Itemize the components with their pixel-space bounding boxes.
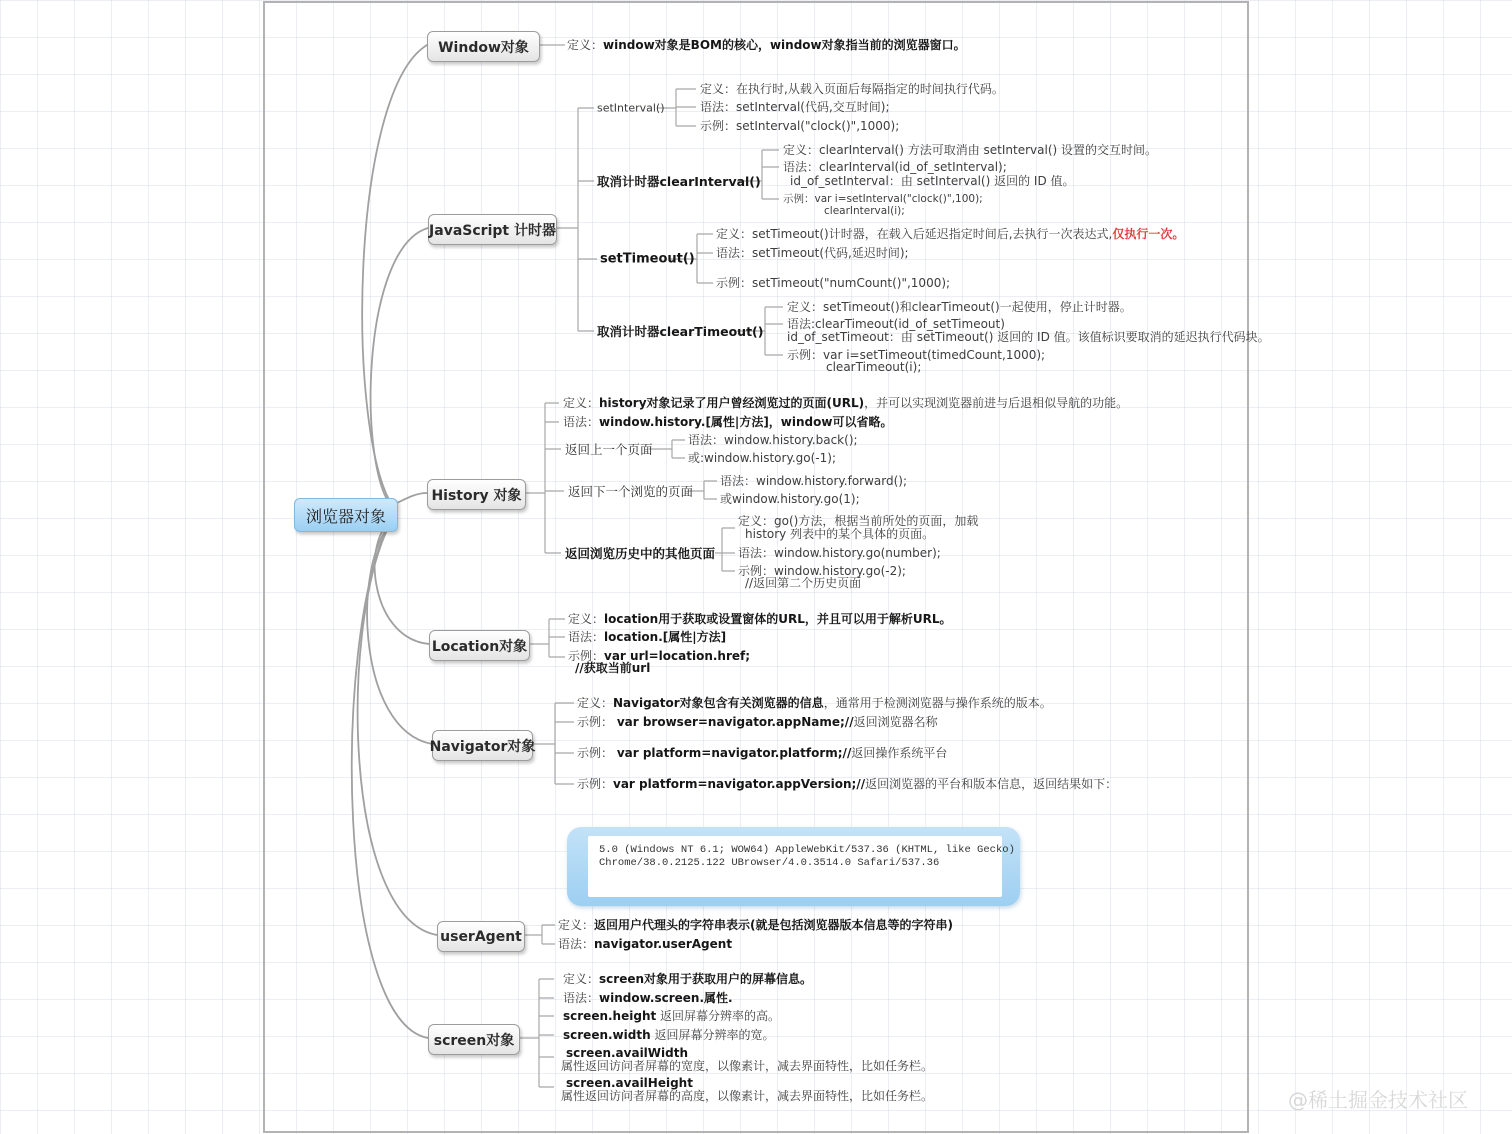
node-window[interactable] xyxy=(427,31,540,62)
screen-availwidth-desc: 属性返回访问者屏幕的宽度，以像素计，减去界面特性，比如任务栏。 xyxy=(561,1059,934,1073)
screen-availwidth-label: screen.availWidth xyxy=(566,1046,689,1060)
navigator-example-appversion: 示例：var platform=navigator.appVersion;//返回浏览器的平台和版本信息，返回结果如下： xyxy=(577,777,1118,791)
clearinterval-example-line1: 示例：var i=setInterval("clock()",100); xyxy=(783,193,983,205)
screen-width: screen.width 返回屏幕分辨率的宽。 xyxy=(563,1028,775,1042)
node-useragent-label: userAgent xyxy=(440,928,522,945)
settimeout-definition: 定义：setTimeout()计时器，在载入后延迟指定时间后,去执行一次表达式,仅执行一次。 xyxy=(716,227,1185,241)
node-history[interactable] xyxy=(427,479,526,510)
settimeout-syntax: 语法：setTimeout(代码,延迟时间); xyxy=(716,246,909,260)
cleartimeout-definition: 定义：setTimeout()和clearTimeout()一起使用，停止计时器。 xyxy=(787,300,1132,314)
screen-syntax: 语法：window.screen.属性. xyxy=(563,991,733,1005)
location-example-line2: //获取当前url xyxy=(575,661,651,675)
cleartimeout-example-line2: clearTimeout(i); xyxy=(826,360,922,374)
cleartimeout-example-line1: 示例：var i=setTimeout(timedCount,1000); xyxy=(787,348,1046,362)
history-syntax: 语法：window.history.[属性|方法]，window可以省略。 xyxy=(563,415,893,429)
clearinterval-example-line2: clearInterval(i); xyxy=(824,205,905,217)
root-node-label: 浏览器对象 xyxy=(305,506,386,526)
node-js-timer[interactable] xyxy=(428,214,557,245)
node-screen-label: screen对象 xyxy=(433,1032,515,1049)
settimeout-example: 示例：setTimeout("numCount()",1000); xyxy=(716,276,951,290)
history-go-example: 示例：window.history.go(-2); xyxy=(738,564,906,578)
topic-settimeout[interactable]: setTimeout() xyxy=(600,251,695,267)
history-forward-alt: 或window.history.go(1); xyxy=(720,492,860,506)
history-definition: 定义：history对象记录了用户曾经浏览过的页面(URL)，并可以实现浏览器前进与后退相似导航的功能。 xyxy=(563,396,1129,410)
history-go-example-comment: //返回第二个历史页面 xyxy=(745,576,862,590)
navigator-example-appname: 示例： var browser=navigator.appName;//返回浏览器名称 xyxy=(577,715,938,729)
history-back-alt: 或:window.history.go(-1); xyxy=(688,451,836,465)
setinterval-example: 示例：setInterval("clock()",1000); xyxy=(700,119,900,133)
location-syntax: 语法：location.[属性|方法] xyxy=(568,630,727,644)
topic-history-forward[interactable]: 返回下一个浏览的页面 xyxy=(568,484,694,499)
navigator-definition: 定义：Navigator对象包含有关浏览器的信息，通常用于检测浏览器与操作系统的版本。 xyxy=(577,696,1052,710)
clearinterval-syntax-line1: 语法：clearInterval(id_of_setInterval); xyxy=(783,160,1007,174)
history-go-definition-line1: 定义：go()方法，根据当前所处的页面，加载 xyxy=(738,514,979,528)
screen-availheight-desc: 属性返回访问者屏幕的高度，以像素计，减去界面特性，比如任务栏。 xyxy=(561,1089,934,1103)
node-history-label: History 对象 xyxy=(431,487,522,504)
useragent-result-box xyxy=(567,827,1020,906)
clearinterval-syntax-line2: id_of_setInterval：由 setInterval() 返回的 ID 值。 xyxy=(790,174,1075,188)
cleartimeout-syntax-line2: id_of_setTimeout：由 setTimeout() 返回的 ID 值。该值标识要取消的延迟执行代码块。 xyxy=(787,330,1270,344)
location-definition: 定义：location用于获取或设置窗体的URL，并且可以用于解析URL。 xyxy=(568,612,952,626)
node-window-label: Window对象 xyxy=(438,39,529,56)
cleartimeout-syntax-line1: 语法:clearTimeout(id_of_setTimeout) xyxy=(787,317,1005,331)
navigator-example-platform: 示例： var platform=navigator.platform;//返回操作系统平台 xyxy=(577,746,948,760)
node-location-label: Location对象 xyxy=(431,638,528,655)
window-definition: 定义：window对象是BOM的核心，window对象指当前的浏览器窗口。 xyxy=(567,38,966,52)
clearinterval-definition: 定义：clearInterval() 方法可取消由 setInterval() 设置的交互时间。 xyxy=(783,143,1158,157)
location-example-line1: 示例：var url=location.href; xyxy=(568,649,751,663)
node-location[interactable] xyxy=(429,630,530,661)
screen-height: screen.height 返回屏幕分辨率的高。 xyxy=(563,1009,781,1023)
screen-definition: 定义：screen对象用于获取用户的屏幕信息。 xyxy=(563,972,813,986)
watermark: @稀土掘金技术社区 xyxy=(1288,1088,1468,1112)
history-go-definition-line2: history 列表中的某个具体的页面。 xyxy=(745,527,935,541)
useragent-result-inner xyxy=(588,836,1015,897)
history-go-syntax: 语法：window.history.go(number); xyxy=(738,546,941,560)
topic-cleartimeout[interactable]: 取消计时器clearTimeout() xyxy=(597,324,764,339)
setinterval-syntax: 语法：setInterval(代码,交互时间); xyxy=(700,100,890,114)
setinterval-definition: 定义：在执行时,从载入页面后每隔指定的时间执行代码。 xyxy=(700,82,1004,96)
useragent-syntax: 语法：navigator.userAgent xyxy=(558,937,733,951)
topic-history-go[interactable]: 返回浏览历史中的其他页面 xyxy=(565,546,716,561)
node-navigator[interactable] xyxy=(429,730,536,761)
useragent-result-line1: 5.0 (Windows NT 6.1; WOW64) AppleWebKit/537.36 (KHTML, like Gecko) xyxy=(599,844,1015,856)
screen-availheight-label: screen.availHeight xyxy=(566,1076,693,1090)
useragent-definition: 定义：返回用户代理头的字符串表示(就是包括浏览器版本信息等的字符串) xyxy=(558,918,953,932)
topic-setinterval[interactable]: setInterval() xyxy=(597,101,665,115)
useragent-result-line2: Chrome/38.0.2125.122 UBrowser/4.0.3514.0 Safari/537.36 xyxy=(599,857,940,869)
topic-history-back[interactable]: 返回上一个页面 xyxy=(565,442,653,457)
history-forward-syntax: 语法：window.history.forward(); xyxy=(720,474,908,488)
node-useragent[interactable] xyxy=(437,921,525,952)
node-navigator-label: Navigator对象 xyxy=(429,738,536,755)
history-back-syntax: 语法：window.history.back(); xyxy=(688,433,858,447)
node-js-timer-label: JavaScript 计时器 xyxy=(429,222,556,239)
root-node-browser-objects[interactable] xyxy=(294,498,398,532)
topic-clearinterval[interactable]: 取消计时器clearInterval() xyxy=(597,174,761,189)
node-screen[interactable] xyxy=(428,1024,520,1055)
